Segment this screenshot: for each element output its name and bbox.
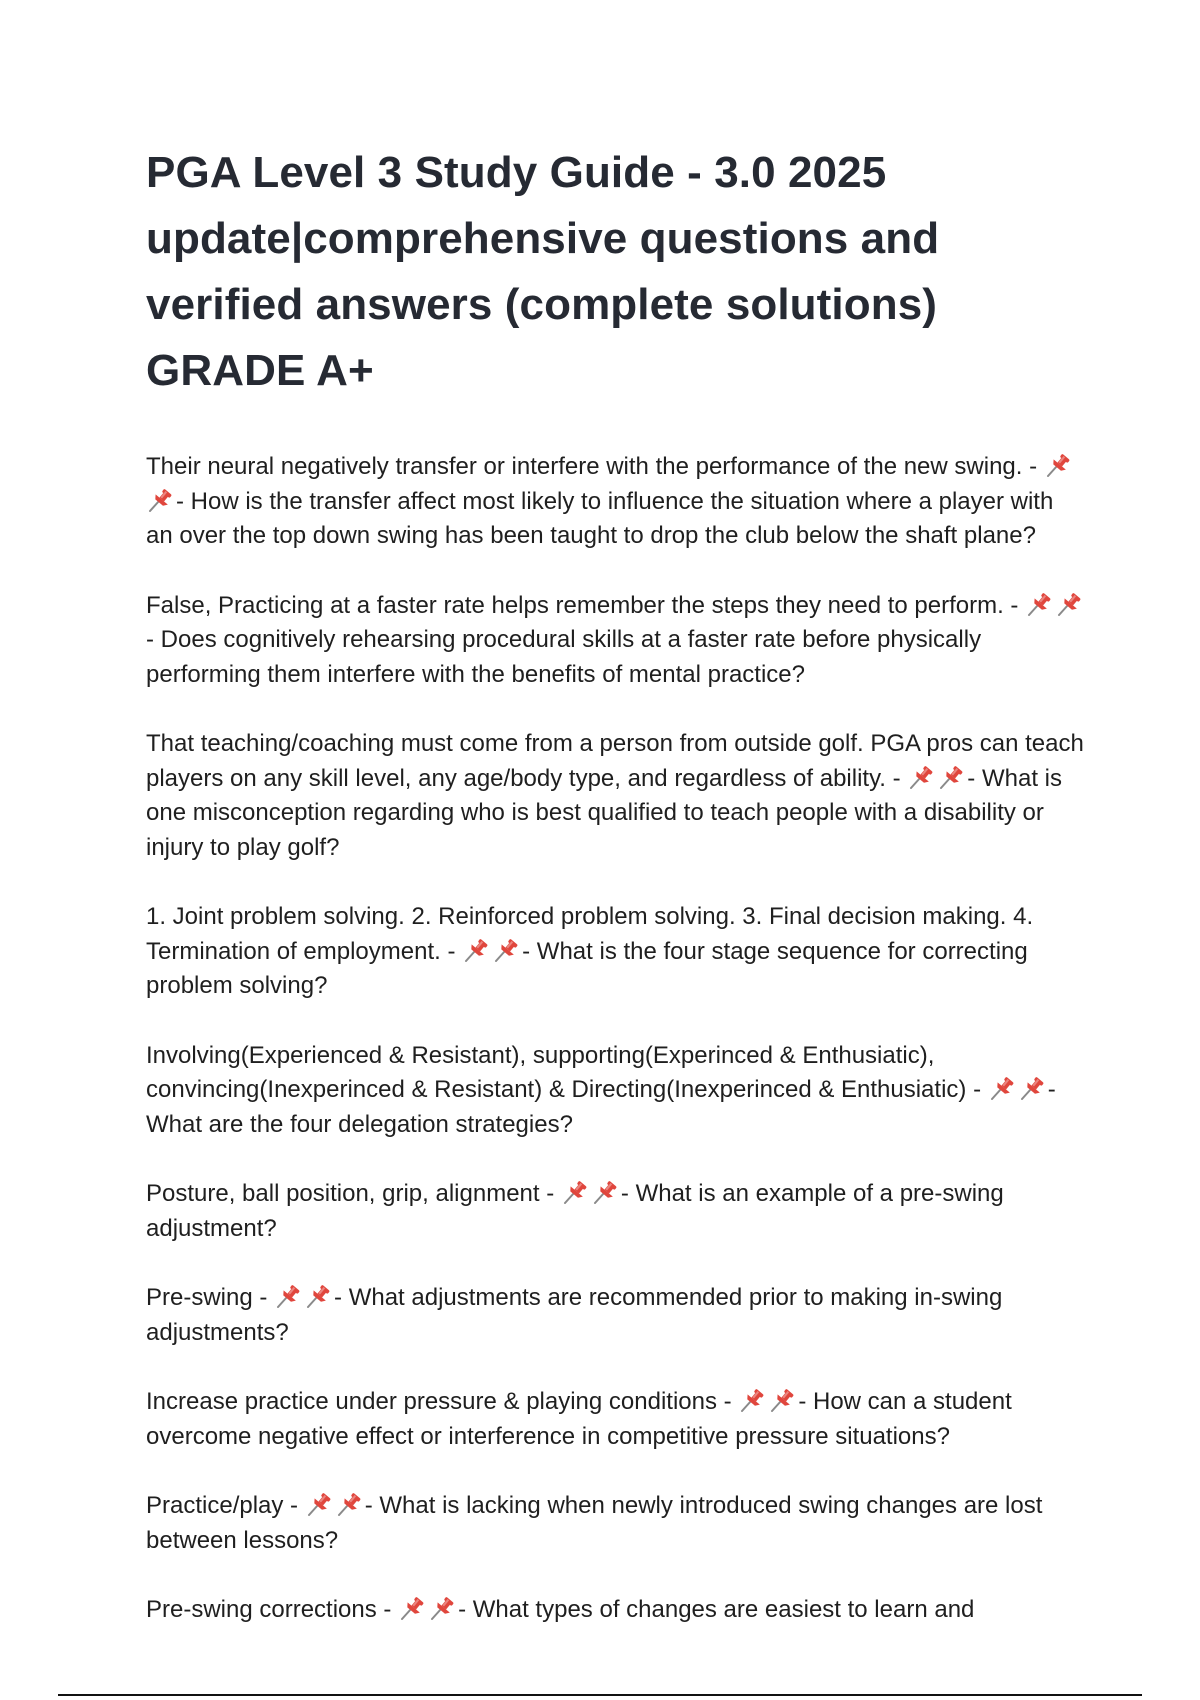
answer-text: 1. Joint problem solving. 2. Reinforced problem solving. 3. Final decision making. 4. Termination of employment. (146, 903, 1034, 965)
pushpin-icon (592, 1180, 620, 1204)
pushpin-icon (399, 1596, 427, 1620)
separator: - (539, 1180, 561, 1207)
question-text: How can a student overcome negative effect or interference in competitive pressure situations? (146, 1388, 1012, 1450)
separator: - (176, 487, 191, 515)
pushpin-icon (1045, 453, 1073, 477)
pushpin-icon (336, 1492, 364, 1516)
qa-item (146, 727, 1086, 865)
question-text: Does cognitively rehearsing procedural skills at a faster rate before physically performing them interfere with the benefits of mental practice? (146, 626, 982, 688)
separator: - (252, 1284, 275, 1311)
pushpin-icon (275, 1284, 303, 1308)
pushpin-icon (463, 938, 491, 962)
question-text: What is an example of a pre-swing adjustment? (146, 1180, 1004, 1242)
question-text: What adjustments are recommended prior to making in-swing adjustments? (146, 1284, 1003, 1346)
separator: - (1003, 591, 1026, 619)
pushpin-icon (769, 1388, 797, 1412)
pushpin-icon (305, 1284, 333, 1308)
page-bottom-rule (58, 1694, 1142, 1696)
separator: - (283, 1492, 305, 1519)
qa-item (146, 589, 1086, 693)
document-title: PGA Level 3 Study Guide - 3.0 2025 update|comprehensive questions and verified answers (complete solutions) GRADE A+ (146, 148, 940, 395)
answer-text: False, Practicing at a faster rate helps remember the steps they need to perform. (146, 591, 1004, 619)
pushpin-icon (493, 938, 521, 962)
document-page (146, 140, 1086, 1663)
answer-text: Involving(Experienced & Resistant), supporting(Experinced & Enthusiatic), convincing(Inexperinced & Resistant) & Directing(Inexperinced & Enthusiatic) (146, 1041, 967, 1103)
answer-text: Their neural negatively transfer or interfere with the performance of the new swing. (146, 453, 1023, 480)
qa-item (146, 1489, 1086, 1558)
answer-text: Pre-swing corrections (146, 1596, 377, 1623)
answer-text: Practice/play (146, 1492, 284, 1519)
separator: - (620, 1180, 636, 1207)
qa-item (146, 1281, 1086, 1350)
pushpin-icon (1026, 592, 1054, 616)
pushpin-icon (1019, 1076, 1047, 1100)
separator: - (458, 1596, 473, 1623)
answer-text: That teaching/coaching must come from a person from outside golf. PGA pros can teach players on any skill level, any age/body type, and regardless of ability. (146, 730, 1084, 792)
answer-text: Pre-swing (146, 1284, 253, 1311)
pushpin-icon (429, 1596, 457, 1620)
qa-item (146, 450, 1086, 554)
separator: - (146, 626, 161, 653)
separator: - (798, 1388, 813, 1415)
qa-item (146, 1385, 1086, 1454)
answer-text: Increase practice under pressure & playing conditions (146, 1388, 717, 1415)
separator: - (522, 937, 537, 965)
separator: - (376, 1596, 399, 1623)
separator: - (334, 1284, 349, 1311)
separator: - (1047, 1076, 1056, 1103)
question-text: What is one misconception regarding who is best qualified to teach people with a disability or injury to play golf? (146, 764, 1062, 861)
pushpin-icon (1056, 592, 1084, 616)
separator: - (966, 1076, 988, 1103)
question-text: What types of changes are easiest to learn and (472, 1596, 975, 1623)
separator: - (1022, 453, 1044, 480)
pushpin-icon (938, 765, 966, 789)
qa-item (146, 900, 1086, 1004)
qa-item (146, 1177, 1086, 1246)
pushpin-icon (989, 1076, 1017, 1100)
question-text: How is the transfer affect most likely to influence the situation where a player with an over the top down swing has been taught to drop the club below the shaft plane? (146, 487, 1054, 549)
question-text: What are the four delegation strategies? (146, 1110, 573, 1138)
question-text: What is the four stage sequence for correcting problem solving? (146, 937, 1028, 999)
pushpin-icon (147, 488, 175, 512)
pushpin-icon (306, 1492, 334, 1516)
qa-item (146, 1039, 1086, 1143)
separator: - (885, 764, 908, 792)
separator: - (440, 937, 463, 965)
separator: - (716, 1388, 739, 1415)
pushpin-icon (739, 1388, 767, 1412)
pushpin-icon (908, 765, 936, 789)
qa-list (146, 450, 1086, 1628)
answer-text: Posture, ball position, grip, alignment (146, 1180, 540, 1207)
separator: - (967, 764, 982, 792)
question-text: What is lacking when newly introduced swing changes are lost between lessons? (146, 1492, 1043, 1554)
qa-item (146, 1593, 1086, 1628)
pushpin-icon (562, 1180, 590, 1204)
separator: - (364, 1492, 380, 1519)
